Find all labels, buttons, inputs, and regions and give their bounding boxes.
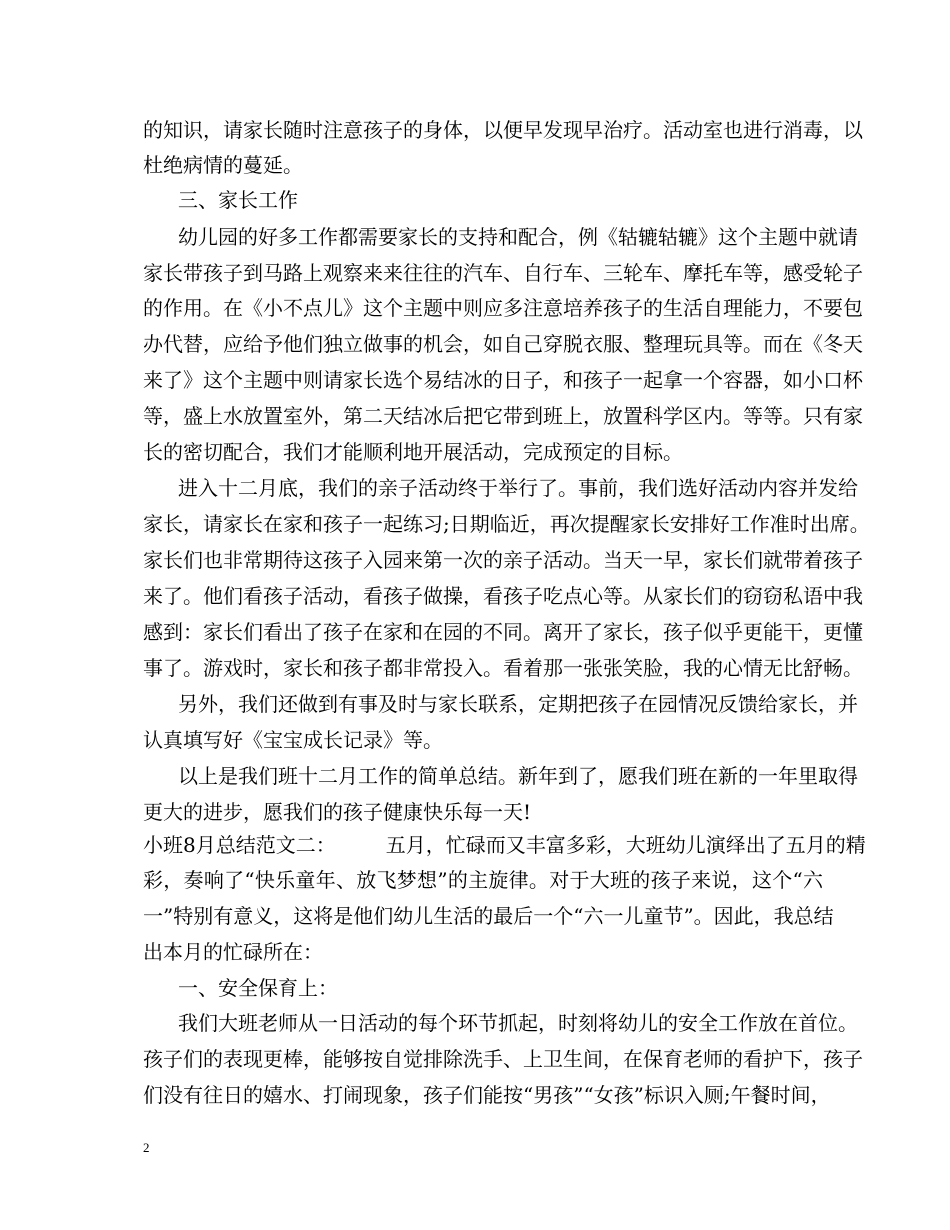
text-line: 幼儿园的好多工作都需要家长的支持和配合，例《轱辘轱辘》这个主题中就请 — [178, 225, 858, 249]
text-line: 小班8月总结范文二： 五月，忙碌而又丰富多彩，大班幼儿演绎出了五月的精 — [143, 833, 866, 857]
text-line: 一”特别有意义，这将是他们幼儿生活的最后一个“六一儿童节”。因此，我总结 — [143, 904, 834, 928]
text-line: 的知识，请家长随时注意孩子的身体，以便早发现早治疗。活动室也进行消毒，以 — [143, 118, 863, 142]
text-line: 的作用。在《小不点儿》这个主题中则应多注意培养孩子的生活自理能力，不要包 — [143, 296, 863, 320]
page-number: 2 — [143, 1140, 150, 1155]
text-line: 们没有往日的嬉水、打闹现象，孩子们能按“男孩”“女孩”标识入厕;午餐时间， — [143, 1083, 831, 1107]
text-line: 感到：家长们看出了孩子在家和在园的不同。离开了家长，孩子似乎更能干，更懂 — [143, 620, 863, 644]
text-line: 彩，奏响了“快乐童年、放飞梦想”的主旋律。对于大班的孩子来说，这个“六 — [143, 868, 823, 892]
text-line: 家长们也非常期待这孩子入园来第一次的亲子活动。当天一早，家长们就带着孩子 — [143, 548, 863, 572]
text-line: 办代替，应给予他们独立做事的机会，如自己穿脱衣服、整理玩具等。而在《冬天 — [143, 332, 863, 356]
text-line: 来了。他们看孩子活动，看孩子做操，看孩子吃点心等。从家长们的窃窃私语中我 — [143, 584, 863, 608]
text-line: 杜绝病情的蔓延。 — [143, 153, 303, 177]
text-line: 家长带孩子到马路上观察来来往往的汽车、自行车、三轮车、摩托车等，感受轮子 — [143, 261, 863, 285]
section-heading: 三、家长工作 — [178, 188, 298, 212]
text-line: 事了。游戏时，家长和孩子都非常投入。看着那一张张笑脸，我的心情无比舒畅。 — [143, 656, 863, 680]
section-heading: 一、安全保育上： — [178, 976, 338, 1000]
text-line: 长的密切配合，我们才能顺利地开展活动，完成预定的目标。 — [143, 440, 683, 464]
text-line: 等，盛上水放置室外，第二天结冰后把它带到班上，放置科学区内。等等。只有家 — [143, 404, 863, 428]
text-line: 出本月的忙碌所在： — [143, 940, 323, 964]
text-line: 孩子们的表现更棒，能够按自觉排除洗手、上卫生间，在保育老师的看护下，孩子 — [143, 1047, 863, 1071]
text-line: 以上是我们班十二月工作的简单总结。新年到了，愿我们班在新的一年里取得 — [178, 764, 858, 788]
text-line: 家长，请家长在家和孩子一起练习;日期临近，再次提醒家长安排好工作准时出席。 — [143, 512, 870, 536]
text-line: 我们大班老师从一日活动的每个环节抓起，时刻将幼儿的安全工作放在首位。 — [178, 1011, 858, 1035]
text-line: 来了》这个主题中则请家长选个易结冰的日子，和孩子一起拿一个容器，如小口杯 — [143, 368, 863, 392]
text-line: 认真填写好《宝宝成长记录》等。 — [143, 728, 443, 752]
text-line: 另外，我们还做到有事及时与家长联系，定期把孩子在园情况反馈给家长，并 — [178, 692, 858, 716]
text-line: 进入十二月底，我们的亲子活动终于举行了。事前，我们选好活动内容并发给 — [178, 476, 858, 500]
text-line: 更大的进步，愿我们的孩子健康快乐每一天! — [143, 800, 532, 824]
